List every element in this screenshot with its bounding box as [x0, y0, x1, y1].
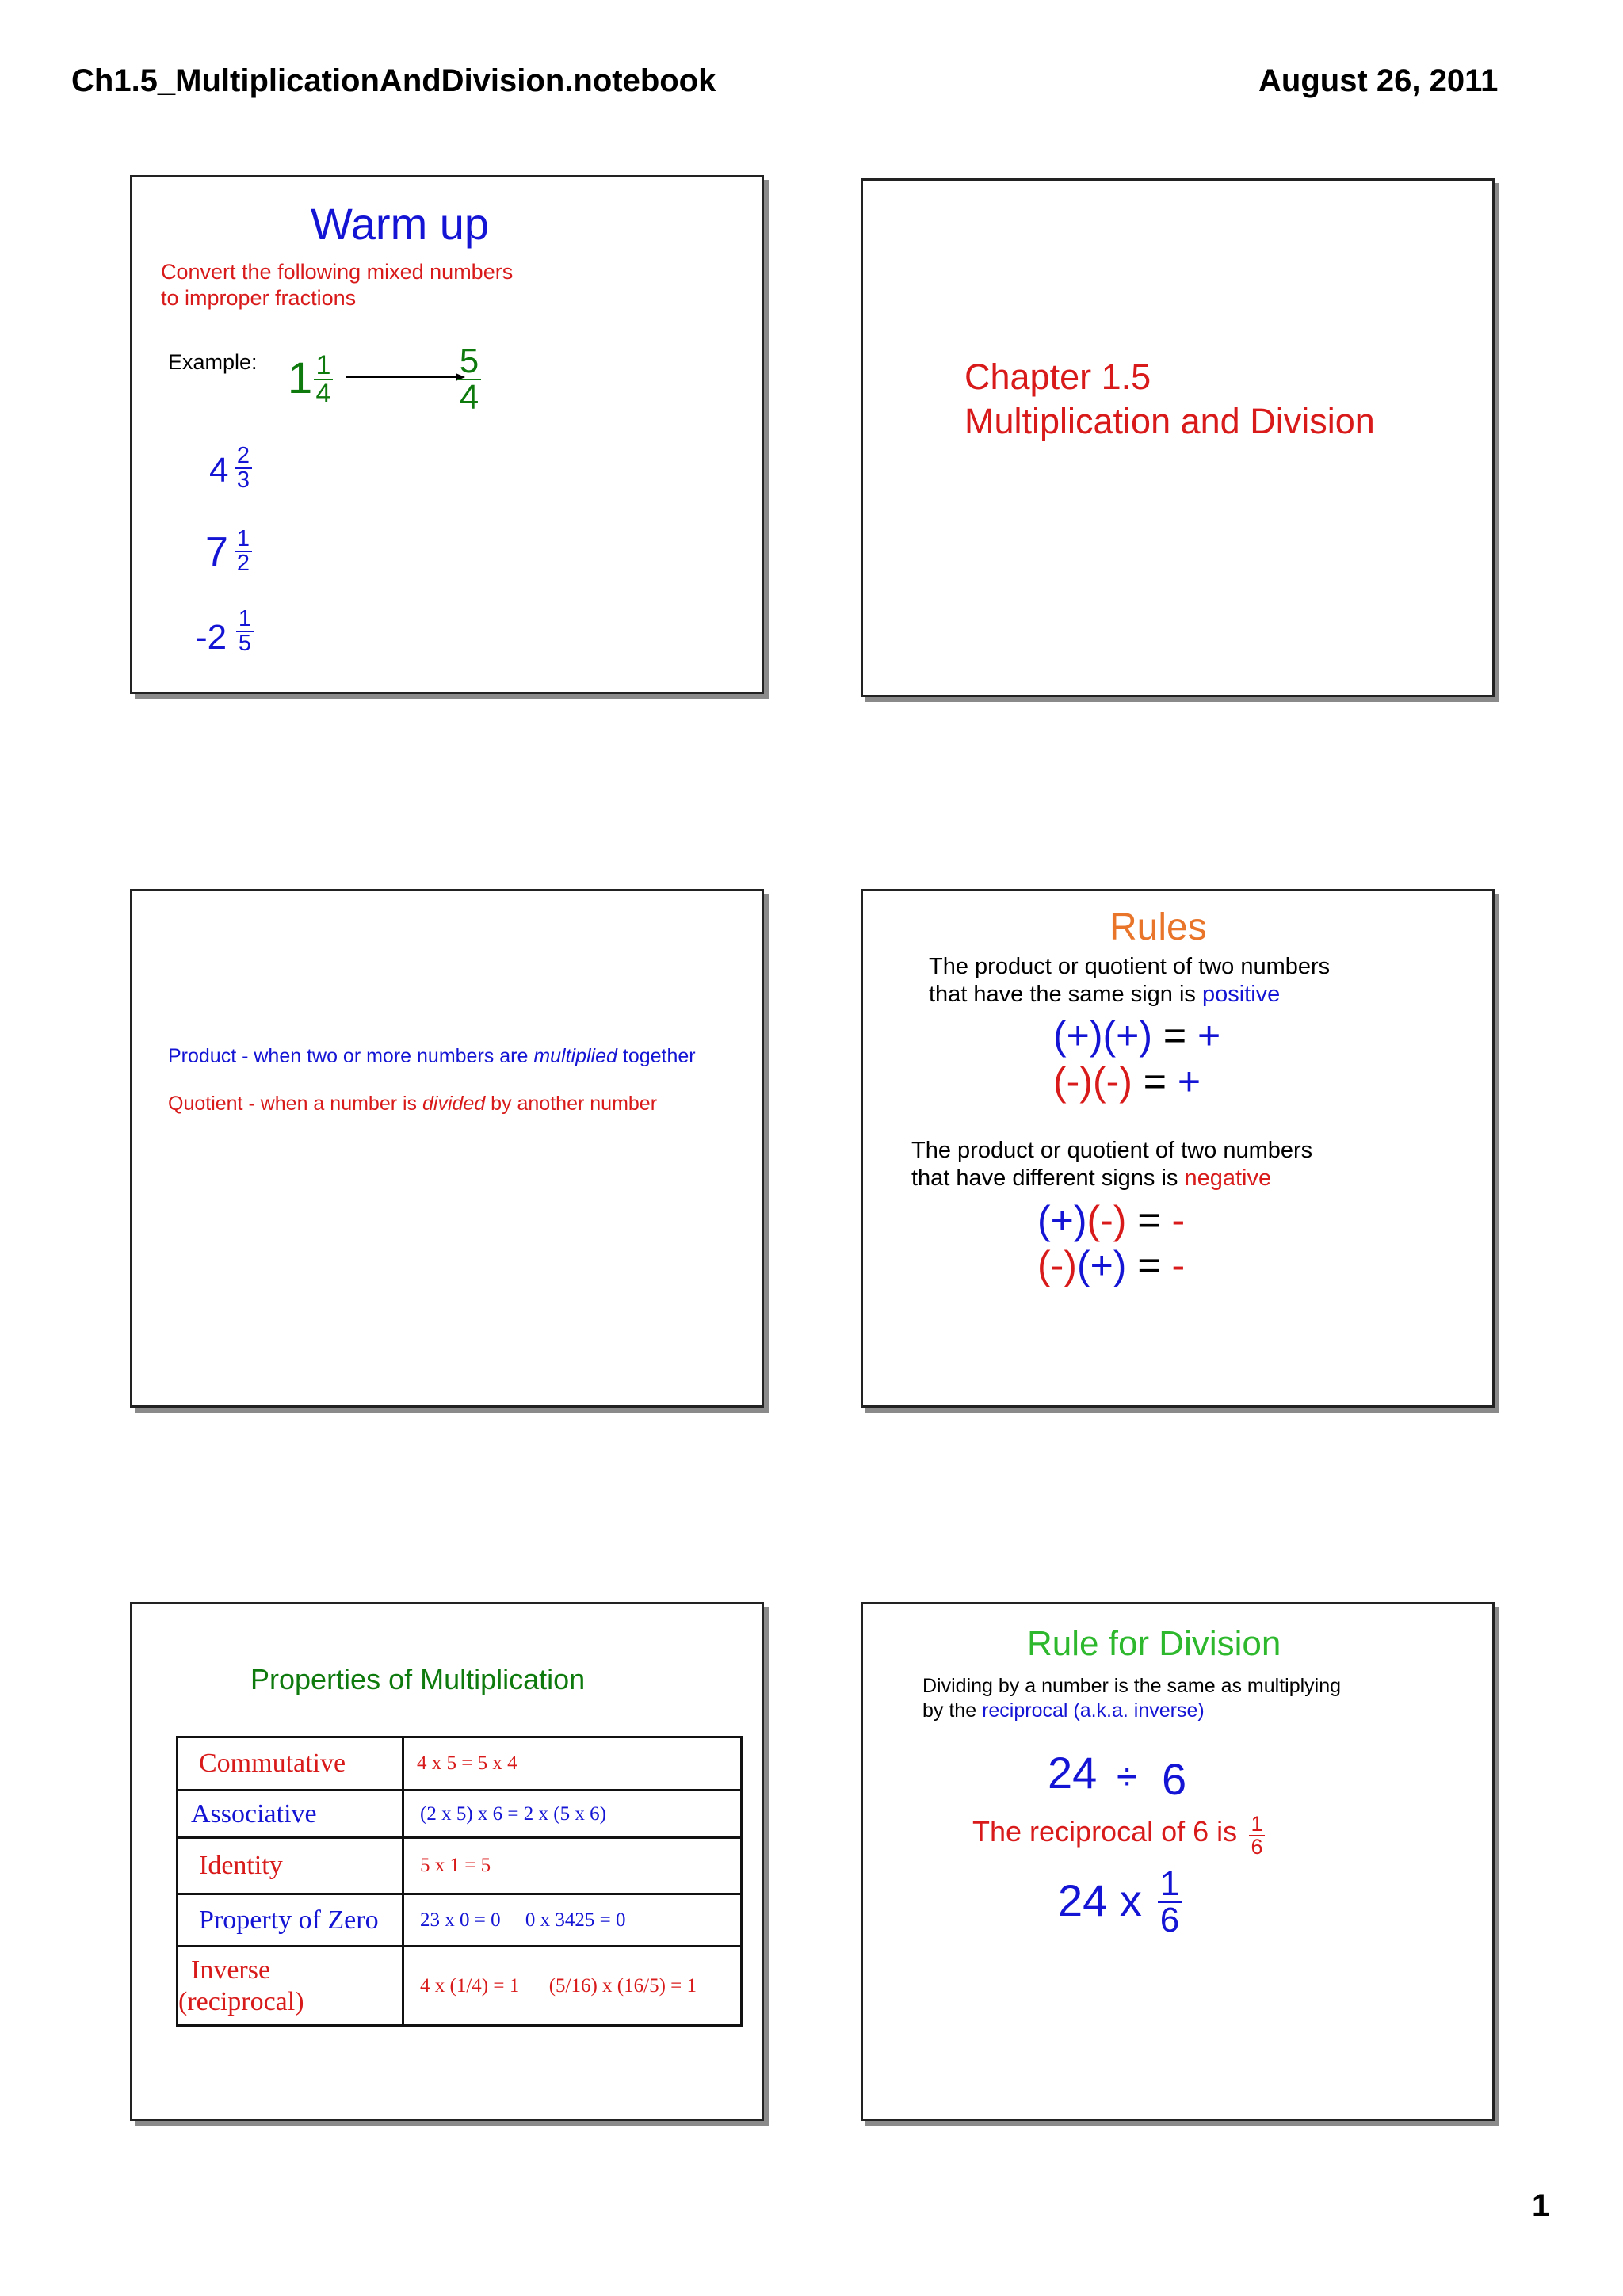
equation-neg-neg: (-)(-) = + — [1053, 1059, 1201, 1104]
problem-3-whole: -2 — [196, 618, 227, 657]
equation-neg-pos: (-)(+) = - — [1037, 1243, 1186, 1287]
problem-3-fraction: 1 5 — [236, 608, 254, 655]
problem-1-fraction: 2 3 — [235, 444, 252, 492]
slide-title: Rule for Division — [1027, 1624, 1281, 1663]
example-fraction: 1 4 — [314, 352, 333, 407]
reciprocal-fraction: 1 6 — [1249, 1814, 1265, 1858]
slide-warm-up — [130, 175, 764, 694]
division-explanation: Dividing by a number is the same as multiplying by the reciprocal (a.k.a. inverse) — [922, 1675, 1342, 1722]
property-name: Inverse (reciprocal) — [178, 1947, 403, 2026]
instruction-line-1: Convert the following mixed numbers — [161, 260, 514, 284]
multiplication-expression: 24 x — [1058, 1875, 1142, 1925]
slide-division-rule — [861, 1602, 1495, 2121]
slide-sign-rules — [861, 889, 1495, 1408]
table-row — [178, 1947, 742, 2026]
property-example: 4 x 5 = 5 x 4 — [403, 1737, 742, 1791]
table-row — [178, 1737, 742, 1791]
page-number: 1 — [1532, 2188, 1550, 2223]
property-example: 4 x (1/4) = 1 (5/16) x (16/5) = 1 — [403, 1947, 742, 2026]
property-example: (2 x 5) x 6 = 2 x (5 x 6) — [403, 1791, 742, 1838]
instruction-line-2: to improper fractions — [161, 286, 357, 310]
problem-2-fraction: 1 2 — [235, 528, 252, 575]
property-name: Property of Zero — [178, 1894, 403, 1947]
divide-sign-icon: ÷ — [1117, 1756, 1138, 1798]
property-name: Identity — [178, 1838, 403, 1894]
example-whole: 1 — [288, 353, 313, 402]
problem-2-whole: 7 — [205, 529, 228, 575]
slide-title: Properties of Multiplication — [250, 1663, 586, 1695]
slide-definitions — [130, 889, 764, 1408]
chapter-name: Multiplication and Division — [964, 401, 1375, 441]
same-sign-rule: The product or quotient of two numbers that have the same sign is positive — [929, 954, 1331, 1007]
example-result-fraction: 5 4 — [457, 344, 481, 415]
divisor: 6 — [1162, 1754, 1187, 1804]
properties-table — [176, 1736, 743, 2027]
arrow-icon — [346, 371, 465, 383]
table-row — [178, 1894, 742, 1947]
property-example: 23 x 0 = 0 0 x 3425 = 0 — [403, 1894, 742, 1947]
table-row — [178, 1838, 742, 1894]
notebook-title: Ch1.5_MultiplicationAndDivision.notebook — [71, 63, 716, 98]
multiplication-fraction: 1 6 — [1158, 1867, 1182, 1938]
product-definition: Product - when two or more numbers are multiplied together — [168, 1045, 696, 1067]
example-label: Example: — [168, 350, 258, 374]
slide-properties — [130, 1602, 764, 2121]
property-name: Associative — [178, 1791, 403, 1838]
different-sign-rule: The product or quotient of two numbers that have different signs is negative — [911, 1138, 1313, 1191]
page-date: August 26, 2011 — [1258, 63, 1499, 98]
reciprocal-statement: The reciprocal of 6 is — [972, 1815, 1238, 1848]
dividend: 24 — [1048, 1748, 1098, 1798]
table-row — [178, 1791, 742, 1838]
problem-1-whole: 4 — [209, 451, 229, 490]
equation-pos-neg: (+)(-) = - — [1037, 1198, 1186, 1242]
slide-title: Warm up — [311, 199, 490, 249]
chapter-heading — [964, 355, 1375, 444]
property-name: Commutative — [178, 1737, 403, 1791]
chapter-number: Chapter 1.5 — [964, 357, 1151, 397]
slide-title: Rules — [1109, 906, 1207, 948]
property-example: 5 x 1 = 5 — [403, 1838, 742, 1894]
equation-pos-pos: (+)(+) = + — [1053, 1013, 1221, 1058]
instruction — [161, 259, 513, 311]
slide-chapter-title — [861, 178, 1495, 697]
quotient-definition: Quotient - when a number is divided by another number — [168, 1093, 658, 1115]
